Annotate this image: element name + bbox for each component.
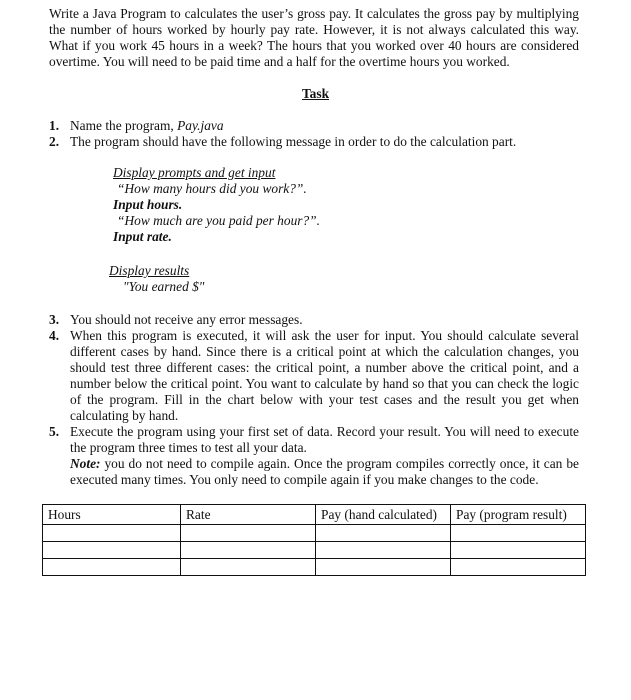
step-3 xyxy=(49,312,579,328)
results-block xyxy=(109,263,204,295)
results-heading: Display results xyxy=(109,263,190,278)
task-heading: Task xyxy=(301,86,330,101)
table-header-row xyxy=(43,505,586,525)
table-cell[interactable] xyxy=(43,542,181,559)
step-text: Execute the program using your first set of data. Record your result. You will need to execute the program three times to test all your data. xyxy=(70,424,579,455)
prompts-heading: Display prompts and get input xyxy=(113,165,276,180)
table-cell[interactable] xyxy=(181,559,316,576)
table-cell[interactable] xyxy=(451,525,586,542)
table-cell[interactable] xyxy=(316,559,451,576)
table-cell[interactable] xyxy=(43,559,181,576)
table-cell[interactable] xyxy=(181,542,316,559)
prompt-rate: “How much are you paid per hour?”. xyxy=(117,213,320,228)
table-row xyxy=(43,559,586,576)
task-list-part-2 xyxy=(49,312,579,488)
col-header-pay-program: Pay (program result) xyxy=(451,505,586,525)
program-name: Pay.java xyxy=(177,118,224,133)
step-number: 4. xyxy=(49,328,60,343)
prompts-block xyxy=(113,165,320,245)
step-4 xyxy=(49,328,579,424)
step-5 xyxy=(49,424,579,488)
table-cell[interactable] xyxy=(316,542,451,559)
input-hours: Input hours. xyxy=(113,197,183,212)
note-label: Note: xyxy=(70,456,101,471)
col-header-hours: Hours xyxy=(43,505,181,525)
step-number: 1. xyxy=(49,118,60,133)
step-number: 2. xyxy=(49,134,60,149)
table-row xyxy=(43,542,586,559)
col-header-rate: Rate xyxy=(181,505,316,525)
input-rate: Input rate. xyxy=(113,229,172,244)
table-cell[interactable] xyxy=(451,542,586,559)
step-text: When this program is executed, it will ask the user for input. You should calculate several different cases by hand. Since there is a critical point at which the calculation changes, you should test three different cases: the critical point, a number above the critical point, and a number below the critical point. You want to calculate by hand so that you can check the logic of the program. Fill in the chart below with your test cases and the result you get when calculating by hand. xyxy=(70,328,579,423)
step-number: 3. xyxy=(49,312,60,327)
step-2 xyxy=(49,134,579,150)
step-text: You should not receive any error messages. xyxy=(70,312,303,327)
note-text: you do not need to compile again. Once the program compiles correctly once, it can be executed many times. You only need to compile again if you make changes to the code. xyxy=(70,456,579,487)
step-text: Name the program, xyxy=(70,118,178,133)
table-cell[interactable] xyxy=(181,525,316,542)
results-table xyxy=(42,504,586,576)
step-number: 5. xyxy=(49,424,60,439)
col-header-pay-hand: Pay (hand calculated) xyxy=(316,505,451,525)
results-message: "You earned $" xyxy=(123,279,205,294)
task-list-part-1 xyxy=(49,118,579,150)
prompt-hours: “How many hours did you work?”. xyxy=(117,181,307,196)
step-text: The program should have the following message in order to do the calculation part. xyxy=(70,134,517,149)
step-1 xyxy=(49,118,579,134)
table-cell[interactable] xyxy=(451,559,586,576)
table-cell[interactable] xyxy=(43,525,181,542)
table-cell[interactable] xyxy=(316,525,451,542)
intro-paragraph: Write a Java Program to calculates the user’s gross pay. It calculates the gross pay by multiplying the number of hours worked by hourly pay rate. However, it is not always calculated this way. What if you work 45 hours in a week? The hours that you worked over 40 hours are considered overtime. You will need to be paid time and a half for the overtime hours you worked. xyxy=(49,6,579,69)
table-row xyxy=(43,525,586,542)
